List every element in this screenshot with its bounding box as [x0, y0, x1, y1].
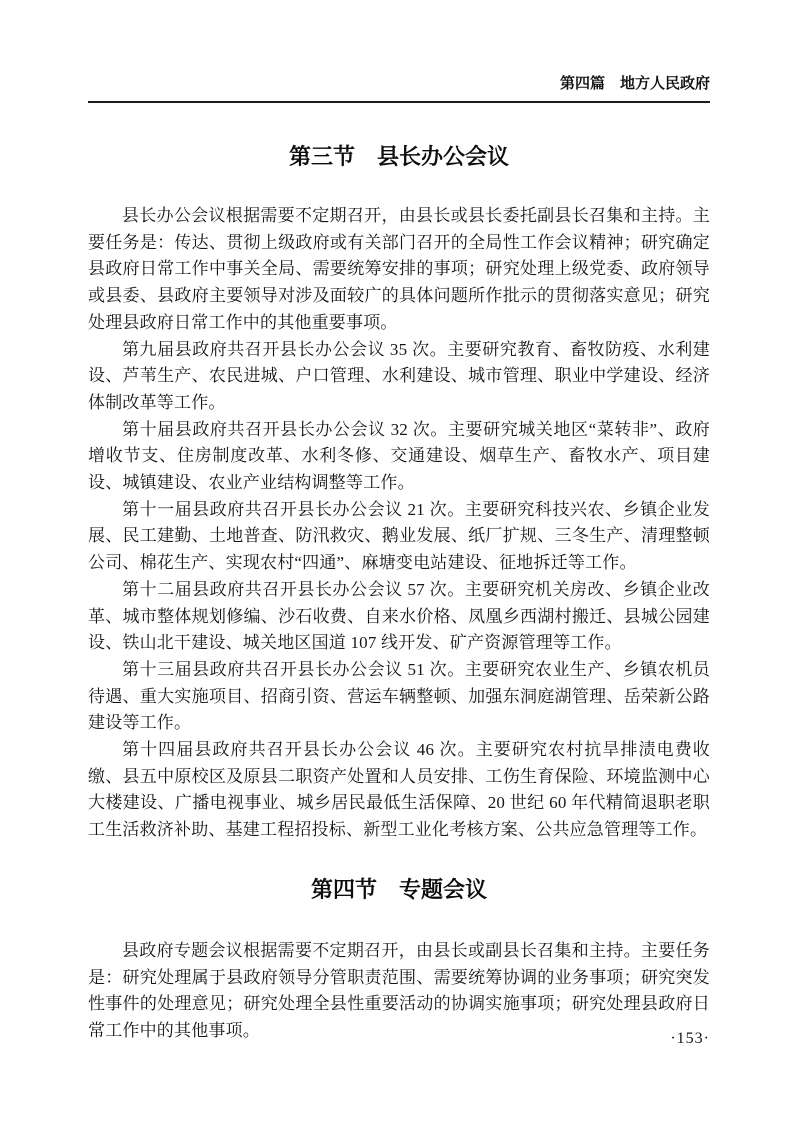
section-title-county-magistrate-office-meeting: 第三节 县长办公会议	[288, 144, 509, 169]
header-rule	[88, 101, 710, 103]
body-paragraph: 县长办公会议根据需要不定期召开，由县长或县长委托副县长召集和主持。主要任务是：传达、贯彻上级政府或有关部门召开的全局性工作会议精神；研究确定县政府日常工作中事关全局、需要统筹安排的事项；研究处理上级党委、政府领导或县委、县政府主要领导对涉及面较广的具体问题所作批示的贯彻落实意见；研究处理县政府日常工作中的其他重要事项。	[88, 206, 710, 332]
body-paragraph: 第十三届县政府共召开县长办公会议 51 次。主要研究农业生产、乡镇农机员待遇、重大实施项目、招商引资、营运车辆整顿、加强东洞庭湖管理、岳荣新公路建设等工作。	[88, 659, 710, 733]
body-paragraph: 第十一届县政府共召开县长办公会议 21 次。主要研究科技兴农、乡镇企业发展、民工建勤、土地普查、防汛救灾、鹅业发展、纸厂扩规、三冬生产、清理整顿公司、棉花生产、实现农村“四通”、麻塘变电站建设、征地拆迁等工作。	[88, 499, 710, 573]
body-paragraph: 第十四届县政府共召开县长办公会议 46 次。主要研究农村抗旱排渍电费收缴、县五中原校区及原县二职资产处置和人员安排、工伤生育保险、环境监测中心大楼建设、广播电视事业、城乡居民最低生活保障、20 世纪 60 年代精简退职老职工生活救济补助、基建工程招投标、新型工业化考核方案、公共应急管理等工作。	[88, 740, 710, 840]
body-paragraph: 县政府专题会议根据需要不定期召开，由县长或副县长召集和主持。主要任务是：研究处理属于县政府领导分管职责范围、需要统筹协调的业务事项；研究突发性事件的处理意见；研究处理全县性重要活动的协调实施事项；研究处理县政府日常工作中的其他事项。	[88, 940, 710, 1040]
running-header: 第四篇 地方人民政府	[559, 75, 710, 92]
page-number: ·153·	[670, 1030, 710, 1047]
body-paragraph: 第十二届县政府共召开县长办公会议 57 次。主要研究机关房改、乡镇企业改革、城市整体规划修编、沙石收费、自来水价格、凤凰乡西湖村搬迁、县城公园建设、铁山北干建设、城关地区国道 107 线开发、矿产资源管理等工作。	[88, 579, 710, 653]
text-column	[88, 0, 710, 1045]
body-paragraph: 第十届县政府共召开县长办公会议 32 次。主要研究城关地区“菜转非”、政府增收节支、住房制度改革、水利冬修、交通建设、烟草生产、畜牧水产、项目建设、城镇建设、农业产业结构调整等工作。	[88, 419, 710, 493]
body-paragraph: 第九届县政府共召开县长办公会议 35 次。主要研究教育、畜牧防疫、水利建设、芦苇生产、农民进城、户口管理、水利建设、城市管理、职业中学建设、经济体制改革等工作。	[88, 339, 710, 412]
section-title-special-topic-meeting: 第四节 专题会议	[310, 876, 487, 902]
